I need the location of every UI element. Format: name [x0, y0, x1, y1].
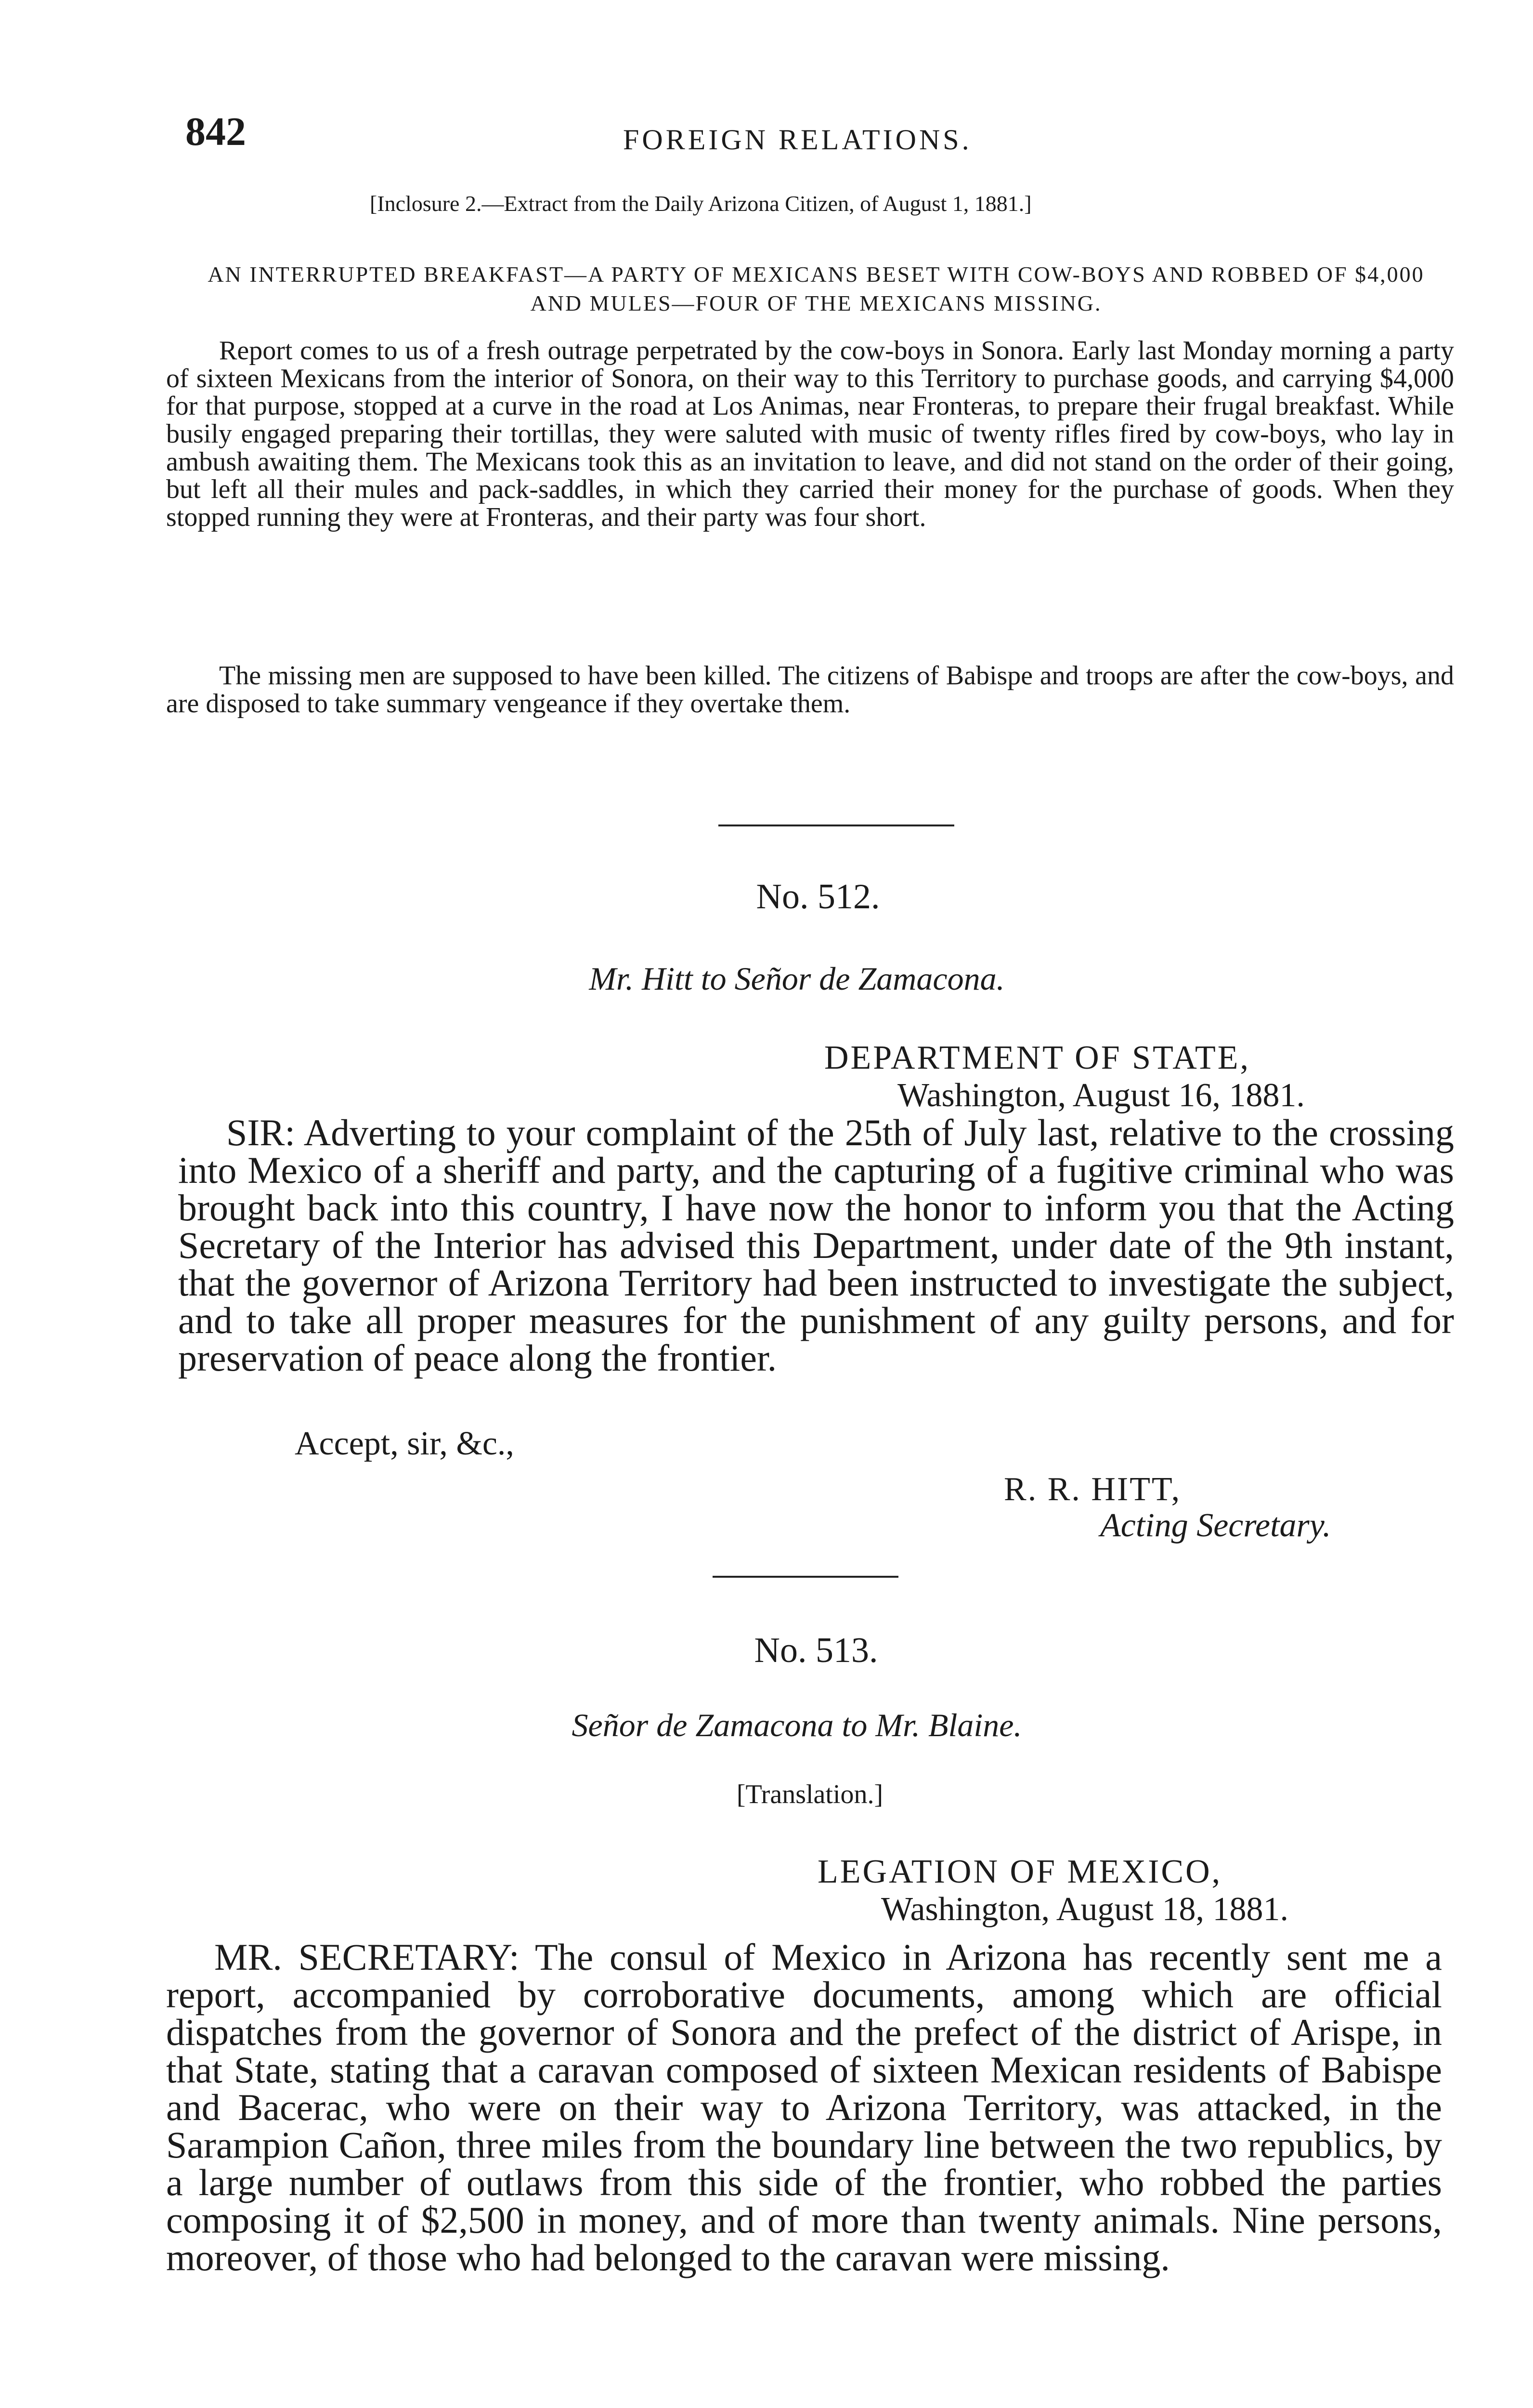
signature-title: Acting Secretary.	[1100, 1507, 1331, 1544]
sender-place: LEGATION OF MEXICO,	[818, 1853, 1222, 1890]
letter-body-paragraph	[178, 1114, 1454, 1377]
letter-date: Washington, August 18, 1881.	[881, 1891, 1289, 1928]
letter-title: Mr. Hitt to Señor de Zamacona.	[589, 960, 1005, 997]
translation-note: [Translation.]	[736, 1780, 883, 1809]
letter-date: Washington, August 16, 1881.	[897, 1077, 1305, 1114]
running-head: FOREIGN RELATIONS.	[623, 124, 972, 156]
letter-title: Señor de Zamacona to Mr. Blaine.	[572, 1707, 1022, 1743]
section-divider	[713, 1576, 898, 1578]
inclosure-note: [Inclosure 2.—Extract from the Daily Arizona Citizen, of August 1, 1881.]	[370, 191, 1032, 216]
signature-name: R. R. HITT,	[1004, 1471, 1182, 1508]
page-number: 842	[185, 109, 246, 154]
letter-closing: Accept, sir, &c.,	[295, 1425, 514, 1462]
article-paragraph-text: The missing men are supposed to have been killed. The citizens of Babispe and troops are after the cow-boys, and are disposed to take summary vengeance if they overtake them.	[166, 661, 1454, 719]
article-paragraph-text: Report comes to us of a fresh outrage perpetrated by the cow-boys in Sonora. Early last Monday morning a party of sixteen Mexicans from the interior of Sonora, on their way to this Territory to purchase goods, and carrying $4,000 for that purpose, stopped at a curve in the road at Los Animas, near Fronteras, to prepare their frugal breakfast. While busily engaged preparing their tortillas, they were saluted with music of twenty rifles fired by cow-boys, who lay in ambush awaiting them. The Mexicans took this as an invitation to leave, and did not stand on the order of their going, but left all their mules and pack-saddles, in which they carried their money for the purchase of goods. When they stopped running they were at Fronteras, and their party was four short.	[166, 336, 1454, 533]
letter-body-paragraph	[166, 1938, 1442, 2277]
salutation: MR. SECRETARY:	[214, 1936, 520, 1978]
letter-body-text: Adverting to your complaint of the 25th of July last, relative to the crossing into Mexico of a sheriff and party, and the capturing of a fugitive criminal who was brought back into this country, I have now the honor to inform you that the Acting Secretary of the Interior has advised this Department, under date of the 9th instant, that the governor of Arizona Territory had been instructed to investigate the subject, and to take all proper measures for the punishment of any guilty persons, and for preservation of peace along the frontier.	[178, 1112, 1454, 1379]
article-paragraph-1	[166, 337, 1454, 532]
document-number: No. 513.	[754, 1631, 878, 1670]
section-divider	[718, 824, 954, 826]
letter-body	[166, 1938, 1442, 2277]
letter-body-text: The consul of Mexico in Arizona has recently sent me a report, accompanied by corroborative documents, among which are official dispatches from the governor of Sonora and the prefect of the district of Arispe, in that State, stating that a caravan composed of sixteen Mexican residents of Babispe and Bacerac, who were on their way to Arizona Territory, was attacked, in the Sarampion Cañon, three miles from the boundary line between the two republics, by a large number of outlaws from this side of the frontier, who robbed the parties composing it of $2,500 in money, and of more than twenty animals. Nine persons, moreover, of those who had belonged to the caravan were missing.	[166, 1936, 1442, 2278]
article-paragraph-2	[166, 662, 1454, 718]
salutation: SIR:	[226, 1112, 296, 1153]
sender-place: DEPARTMENT OF STATE,	[824, 1039, 1251, 1076]
document-number: No. 512.	[756, 877, 880, 916]
letter-body	[178, 1114, 1454, 1377]
article-headline: AN INTERRUPTED BREAKFAST—A PARTY OF MEXICANS BESET WITH COW-BOYS AND ROBBED OF $4,000 AND MULES—FOUR OF THE MEXICANS MISSING.	[208, 262, 1425, 315]
